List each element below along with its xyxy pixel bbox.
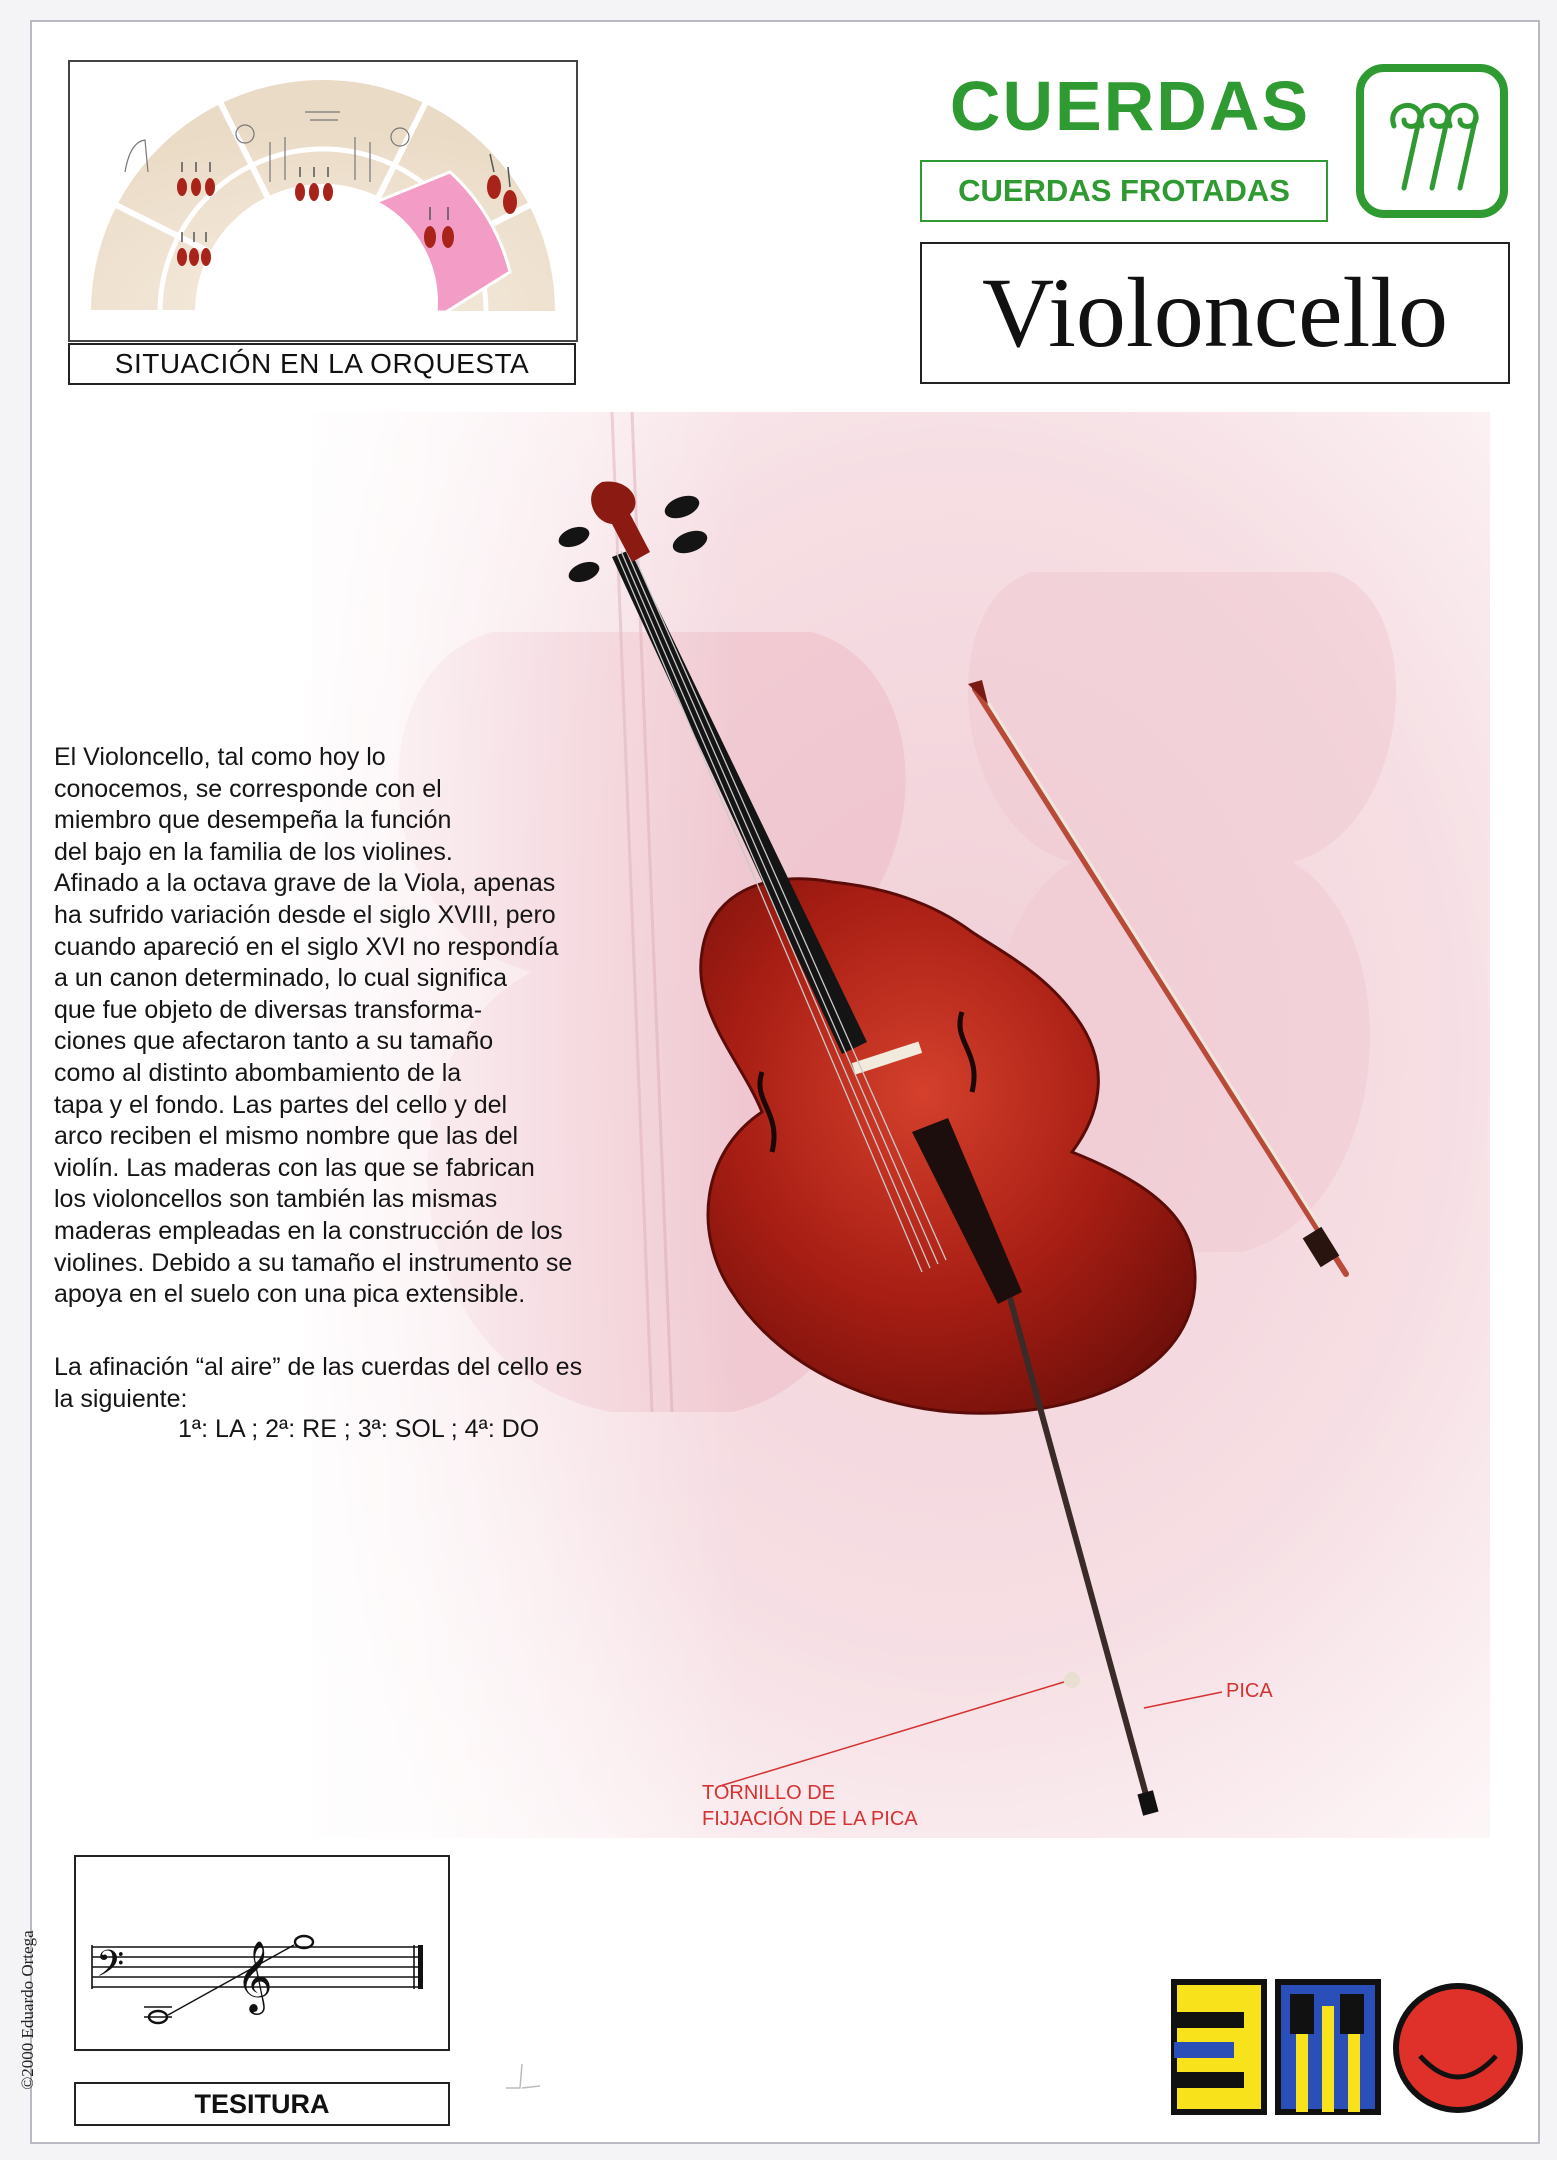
treble-clef-icon: 𝄞	[236, 1939, 273, 2012]
description-line: los violoncellos son también las mismas	[54, 1185, 498, 1214]
description-line: ha sufrido variación desde el siglo XVIII, pero	[54, 900, 556, 929]
emo-logo	[1170, 1976, 1530, 2126]
description-line: que fue objeto de diversas transforma-	[54, 995, 483, 1024]
staff-notation	[76, 1857, 448, 2049]
range-staff	[74, 1855, 450, 2051]
tuning-intro	[54, 1352, 694, 1415]
subfamily-label: CUERDAS FROTADAS	[920, 160, 1328, 222]
orchestra-seating-illustration	[70, 62, 576, 340]
strings-scroll-icon	[1356, 64, 1508, 218]
family-title: CUERDAS	[949, 67, 1311, 145]
pencil-mark-icon	[500, 2058, 550, 2098]
description-line: como al distinto abombamiento de la	[54, 1058, 462, 1087]
tuning-notes: 1ª: LA ; 2ª: RE ; 3ª: SOL ; 4ª: DO	[178, 1415, 540, 1443]
description-line: del bajo en la familia de los violines.	[54, 837, 453, 866]
range-caption: TESITURA	[74, 2082, 450, 2126]
description-line: miembro que desempeña la función	[54, 806, 452, 835]
description-line: cuando apareció en el siglo XVI no respondía	[54, 932, 559, 961]
high-note-icon	[295, 1936, 313, 1948]
description-line: apoya en el suelo con una pica extensible.	[54, 1280, 526, 1309]
tuning-line: la siguiente:	[54, 1384, 188, 1413]
orchestra-caption: SITUACIÓN EN LA ORQUESTA	[68, 343, 576, 385]
description-line: maderas empleadas en la construcción de los	[54, 1216, 563, 1245]
orchestra-diagram	[68, 60, 578, 342]
description-line: tapa y el fondo. Las partes del cello y del	[54, 1090, 508, 1119]
copyright-text: ©2000 Eduardo Ortega	[18, 1930, 37, 2090]
tornillo-label-line: FIJJACIÓN DE LA PICA	[702, 1808, 918, 1830]
description-line: conocemos, se corresponde con el	[54, 774, 442, 803]
description-text	[54, 742, 694, 1311]
description-line: violín. Las maderas con las que se fabrican	[54, 1153, 535, 1182]
tuning-line: La afinación “al aire” de las cuerdas del cello es	[54, 1353, 583, 1381]
bass-clef-icon: 𝄢	[96, 1943, 125, 1994]
instrument-name: Violoncello	[920, 242, 1510, 384]
description-line: arco reciben el mismo nombre que las del	[54, 1122, 519, 1151]
description-line: Afinado a la octava grave de la Viola, apenas	[54, 869, 556, 898]
pica-label: PICA	[1226, 1680, 1273, 1702]
description-line: a un canon determinado, lo cual significa	[54, 964, 508, 993]
tornillo-label-line: TORNILLO DE	[702, 1782, 835, 1804]
description-line: El Violoncello, tal como hoy lo	[54, 743, 386, 771]
description-line: ciones que afectaron tanto a su tamaño	[54, 1027, 494, 1056]
tornillo-label	[702, 1780, 918, 1832]
description-line: violines. Debido a su tamaño el instrumento se	[54, 1248, 573, 1277]
